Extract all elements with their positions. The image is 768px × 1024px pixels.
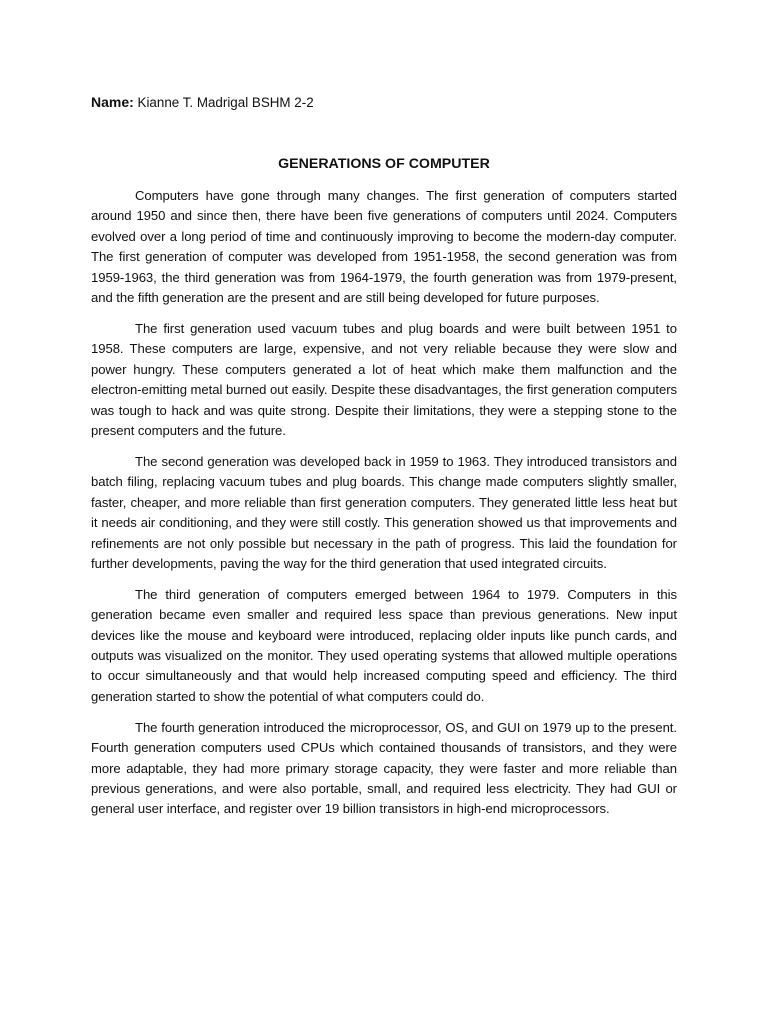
paragraph-first-generation: The first generation used vacuum tubes and plug boards and were built between 1951 to 1958. These computers are large, expensive, and not very reliable because they were slow and power hungry. These computers generated a lot of heat which make them malfunction and the electron-emitting metal burned out easily. Despite these disadvantages, the first generation computers was tough to hack and was quite strong. Despite their limitations, they were a stepping stone to the present computers and the future. — [91, 320, 677, 438]
name-label: Name: — [91, 94, 134, 110]
paragraph-third-generation: The third generation of computers emerged between 1964 to 1979. Computers in this generation became even smaller and required less space than previous generations. New input devices like the mouse and keyboard were introduced, replacing older inputs like punch cards, and outputs was visualized on the monitor. They used operating systems that allowed multiple operations to occur simultaneously and that would help increased computing speed and efficiency. The third generation started to show the potential of what computers could do. — [91, 586, 677, 704]
paragraph-second-generation: The second generation was developed back in 1959 to 1963. They introduced transistors and batch filing, replacing vacuum tubes and plug boards. This change made computers slightly smaller, faster, cheaper, and more reliable than first generation computers. They generated little less heat but it needs air conditioning, and they were still costly. This generation showed us that improvements and refinements are not only possible but necessary in the path of progress. This laid the foundation for further developments, paving the way for the third generation that used integrated circuits. — [91, 453, 677, 571]
paragraph-fourth-generation: The fourth generation introduced the microprocessor, OS, and GUI on 1979 up to the present. Fourth generation computers used CPUs which contained thousands of transistors, and they were more adaptable, they had more primary storage capacity, they were faster and more reliable than previous generations, and were also portable, small, and required less electricity. They had GUI or general user interface, and register over 19 billion transistors in high-end microprocessors. — [91, 719, 677, 817]
document-title: GENERATIONS OF COMPUTER — [278, 156, 490, 172]
paragraph-intro: Computers have gone through many changes. The first generation of computers started around 1950 and since then, there have been five generations of computers until 2024. Computers evolved over a long period of time and continuously improving to become the modern-day computer. The first generation of computer was developed from 1951-1958, the second generation was from 1959-1963, the third generation was from 1964-1979, the fourth generation was from 1979-present, and the fifth generation are the present and are still being developed for future purposes. — [91, 188, 677, 306]
name-value: Kianne T. Madrigal BSHM 2-2 — [133, 95, 314, 110]
name-line — [91, 92, 314, 113]
document-body — [91, 186, 677, 830]
document-page — [91, 0, 677, 1024]
